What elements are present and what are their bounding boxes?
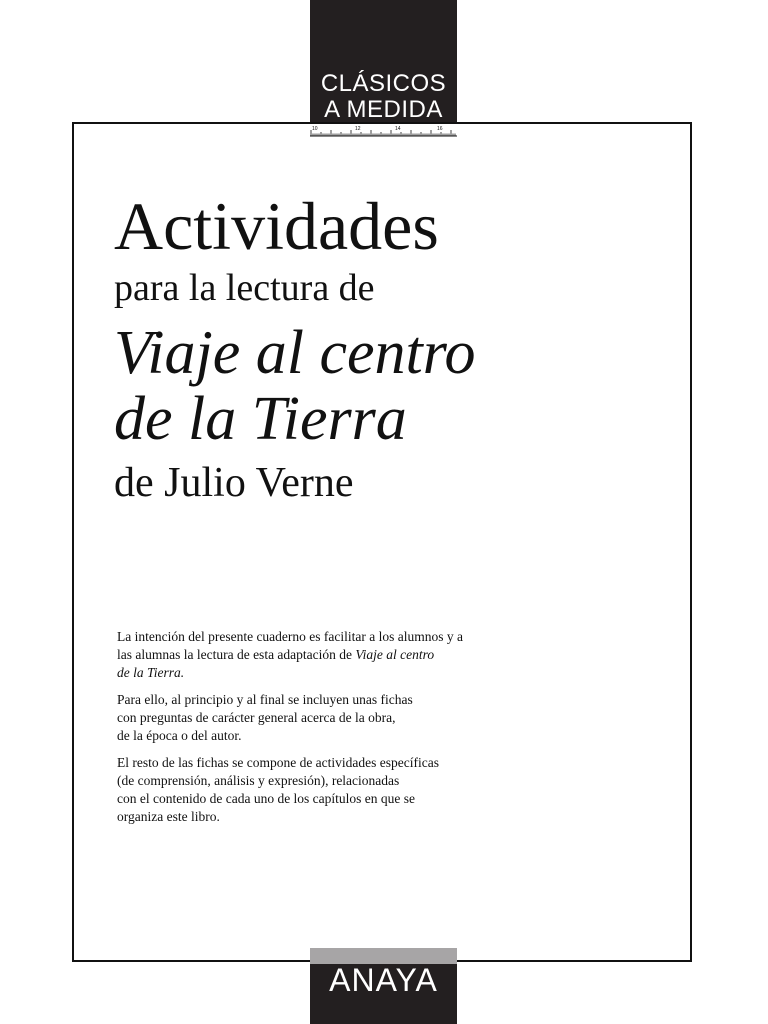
- intro-paragraph-3: [117, 754, 537, 826]
- heading-actividades: Actividades: [114, 188, 439, 264]
- intro-p2-line3: de la época o del autor.: [117, 728, 242, 743]
- ruler-number-14: 14: [395, 126, 401, 132]
- series-label-line2: A MEDIDA: [324, 96, 443, 123]
- publisher-logo: ANAYA: [329, 962, 438, 998]
- intro-paragraph-2: [117, 691, 537, 745]
- book-author: de Julio Verne: [114, 460, 354, 506]
- intro-p3-line2: (de comprensión, análisis y expresión), relacionadas: [117, 773, 400, 788]
- intro-text: [117, 628, 537, 835]
- book-title-line2: de la Tierra: [114, 385, 407, 453]
- heading-subtitle: para la lectura de: [114, 267, 375, 309]
- intro-p2-line2: con preguntas de carácter general acerca de la obra,: [117, 710, 396, 725]
- ruler-graphic: [310, 124, 457, 138]
- intro-p1-title-a: Viaje al centro: [355, 647, 435, 662]
- intro-p3-line3: con el contenido de cada uno de los capítulos en que se: [117, 791, 416, 806]
- intro-p3-line4: organiza este libro.: [117, 809, 220, 824]
- book-title-line1: Viaje al centro: [114, 319, 476, 387]
- series-tab: [310, 0, 457, 122]
- intro-p3-line1: El resto de las fichas se compone de actividades específicas: [117, 755, 439, 770]
- intro-p1-title-b: de la Tierra.: [117, 665, 185, 680]
- intro-p1-line2: las alumnas la lectura de esta adaptación de: [117, 647, 356, 662]
- ruler-number-16: 16: [437, 126, 443, 132]
- intro-p2-line1: Para ello, al principio y al final se incluyen unas fichas: [117, 692, 413, 707]
- ruler-number-10: 10: [312, 126, 318, 132]
- intro-p1-line1: La intención del presente cuaderno es facilitar a los alumnos y a: [117, 629, 463, 644]
- intro-paragraph-1: [117, 628, 537, 682]
- ruler-number-12: 12: [355, 126, 361, 132]
- series-label-line1: CLÁSICOS: [320, 70, 447, 97]
